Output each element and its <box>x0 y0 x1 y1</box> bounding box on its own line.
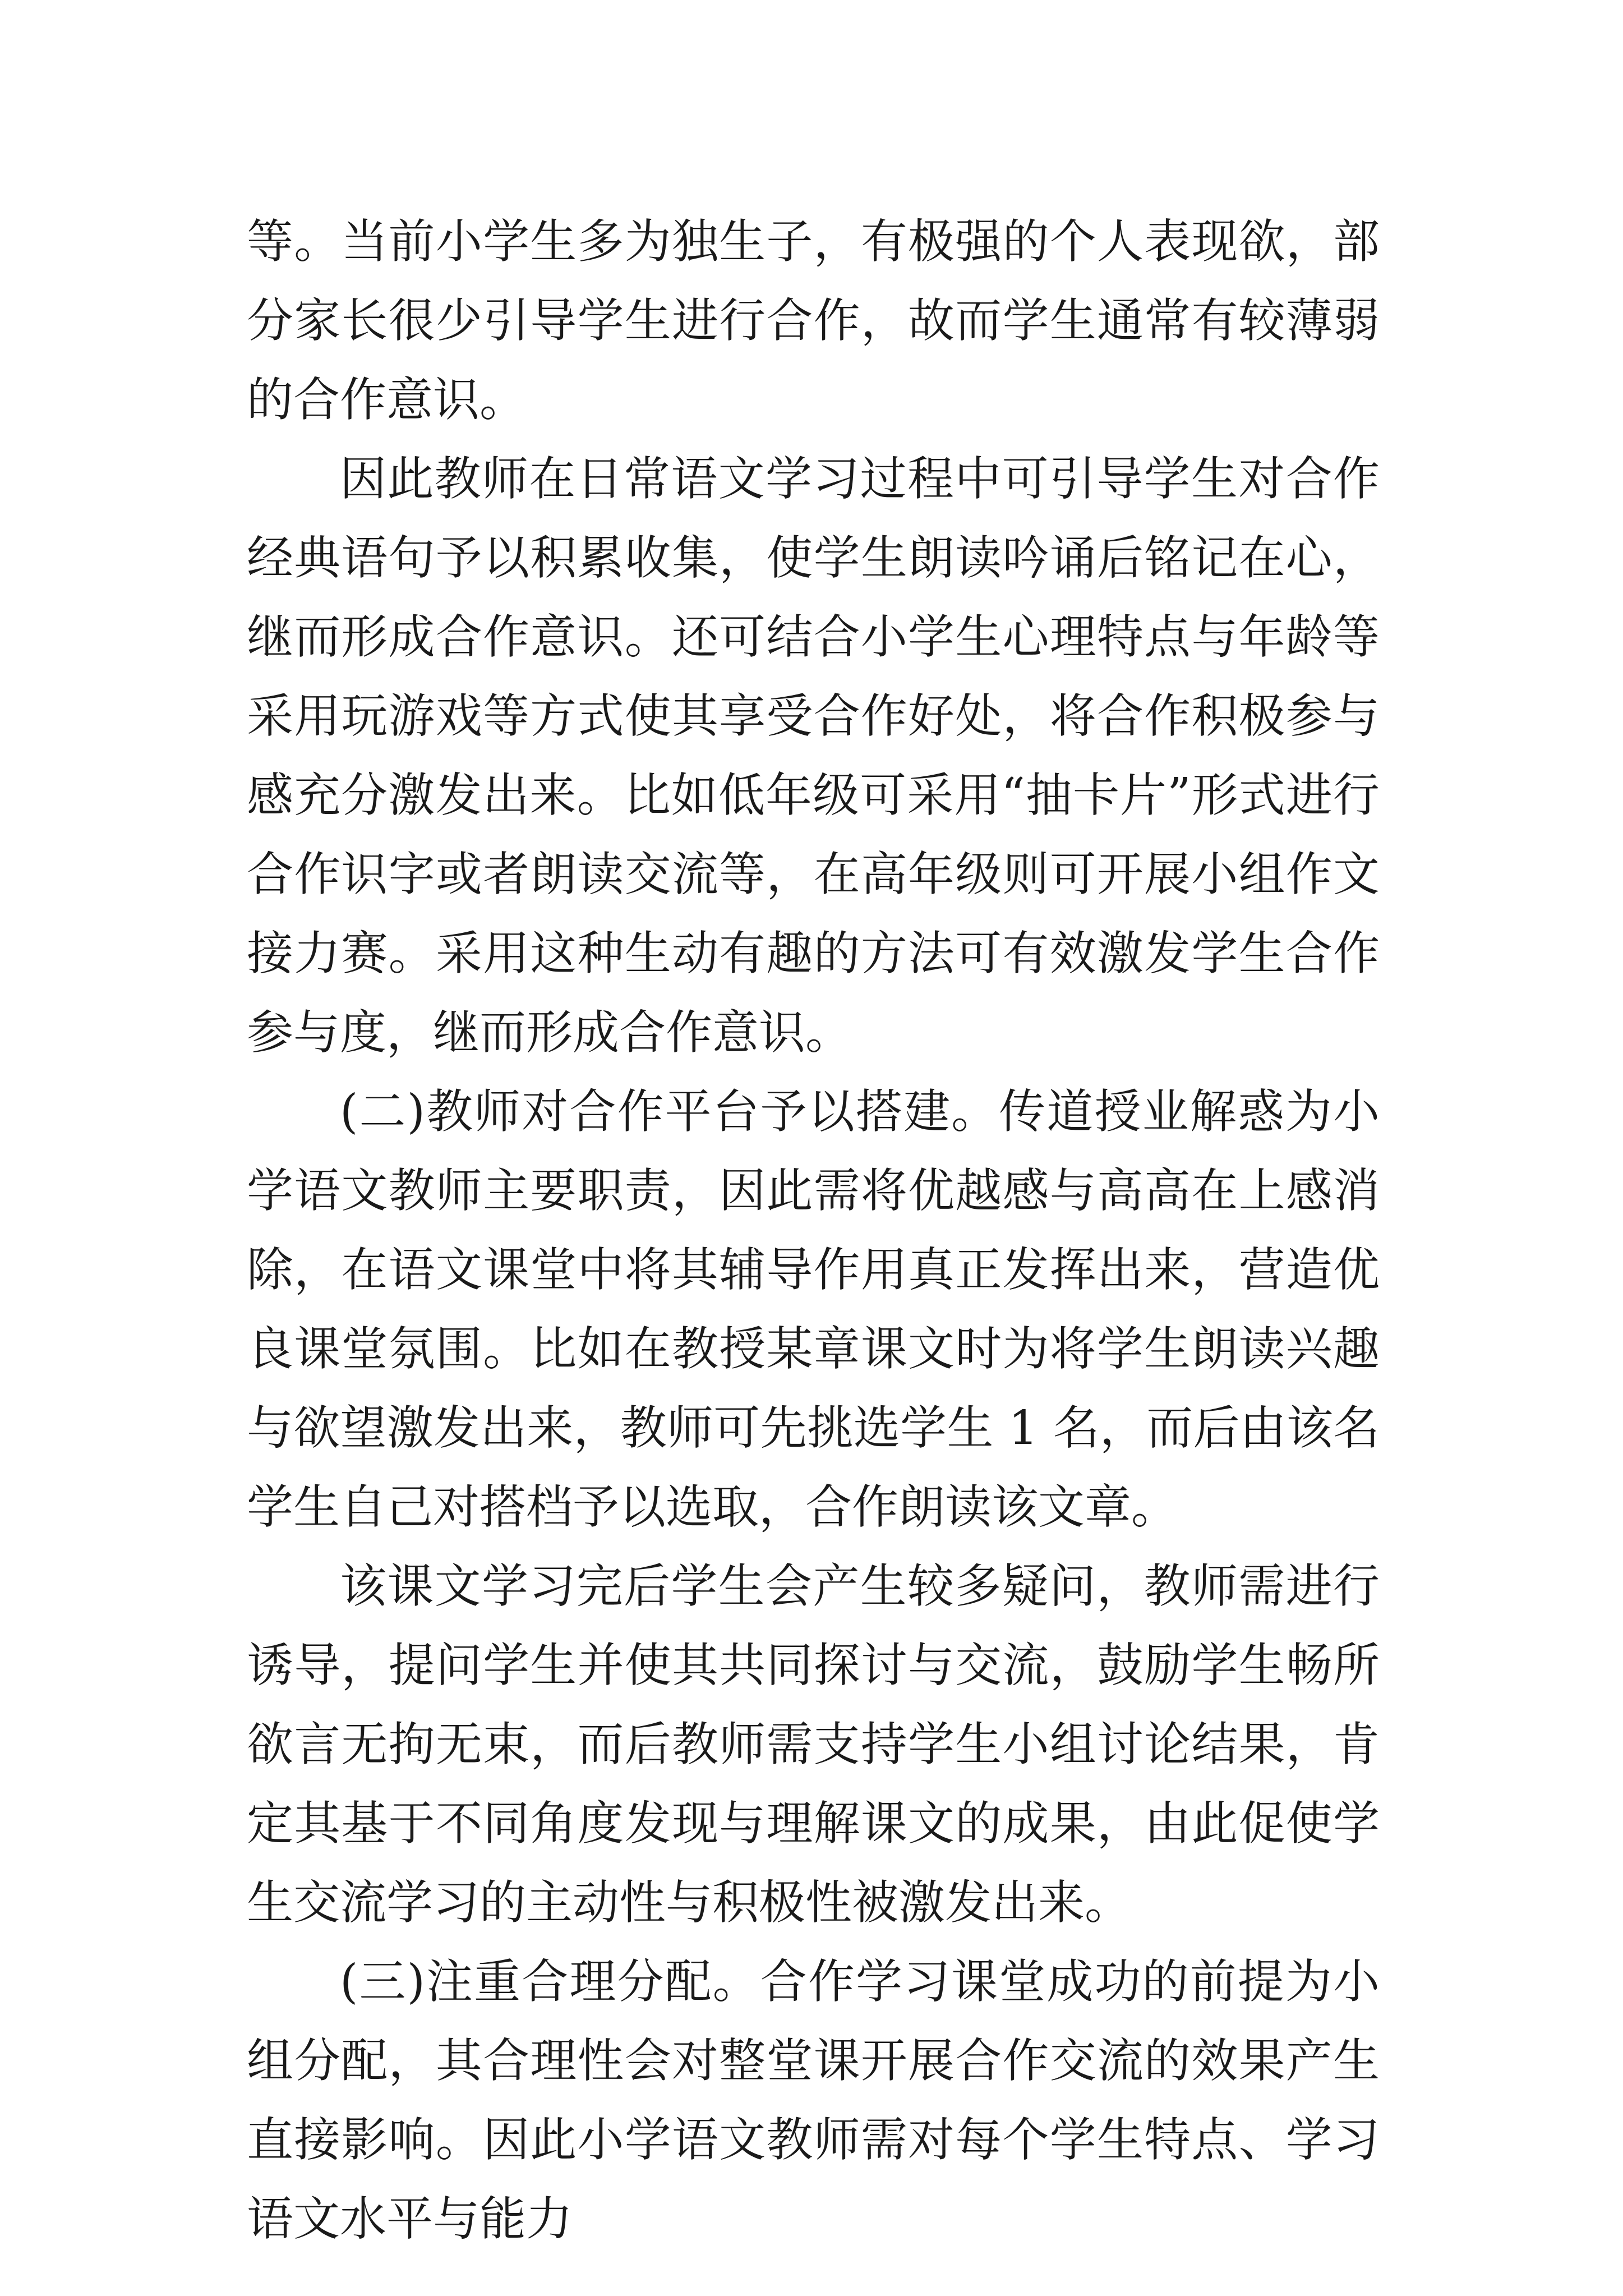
paragraph-section-two: (二)教师对合作平台予以搭建。传道授业解惑为小学语文教师主要职责，因此需将优越感与高高在上感消除，在语文课堂中将其辅导作用真正发挥出来，营造优良课堂氛围。比如在教授某章课文时为将学生朗读兴趣与欲望激发出来，教师可先挑选学生 1 名，而后由该名学生自己对搭档予以选取，合作朗读该文章。 <box>247 1084 1380 1534</box>
paragraph-section-three: (三)注重合理分配。合作学习课堂成功的前提为小组分配，其合理性会对整堂课开展合作交流的效果产生直接影响。因此小学语文教师需对每个学生特点、学习语文水平与能力 <box>247 1954 1380 2246</box>
paragraph-cooperation-awareness: 因此教师在日常语文学习过程中可引导学生对合作经典语句予以积累收集，使学生朗读吟诵后铭记在心，继而形成合作意识。还可结合小学生心理特点与年龄等采用玩游戏等方式使其享受合作好处，将合作积极参与感充分激发出来。比如低年级可采用“抽卡片”形式进行合作识字或者朗读交流等，在高年级则可开展小组作文接力赛。采用这种生动有趣的方法可有效激发学生合作参与度，继而形成合作意识。 <box>247 452 1380 1060</box>
paragraph-discussion: 该课文学习完后学生会产生较多疑问，教师需进行诱导，提问学生并使其共同探讨与交流，鼓励学生畅所欲言无拘无束，而后教师需支持学生小组讨论结果，肯定其基于不同角度发现与理解课文的成果，由此促使学生交流学习的主动性与积极性被激发出来。 <box>247 1559 1380 1930</box>
paragraph-continuation: 等。当前小学生多为独生子，有极强的个人表现欲，部分家长很少引导学生进行合作，故而学生通常有较薄弱的合作意识。 <box>247 214 1380 427</box>
body-text <box>247 202 1380 2258</box>
